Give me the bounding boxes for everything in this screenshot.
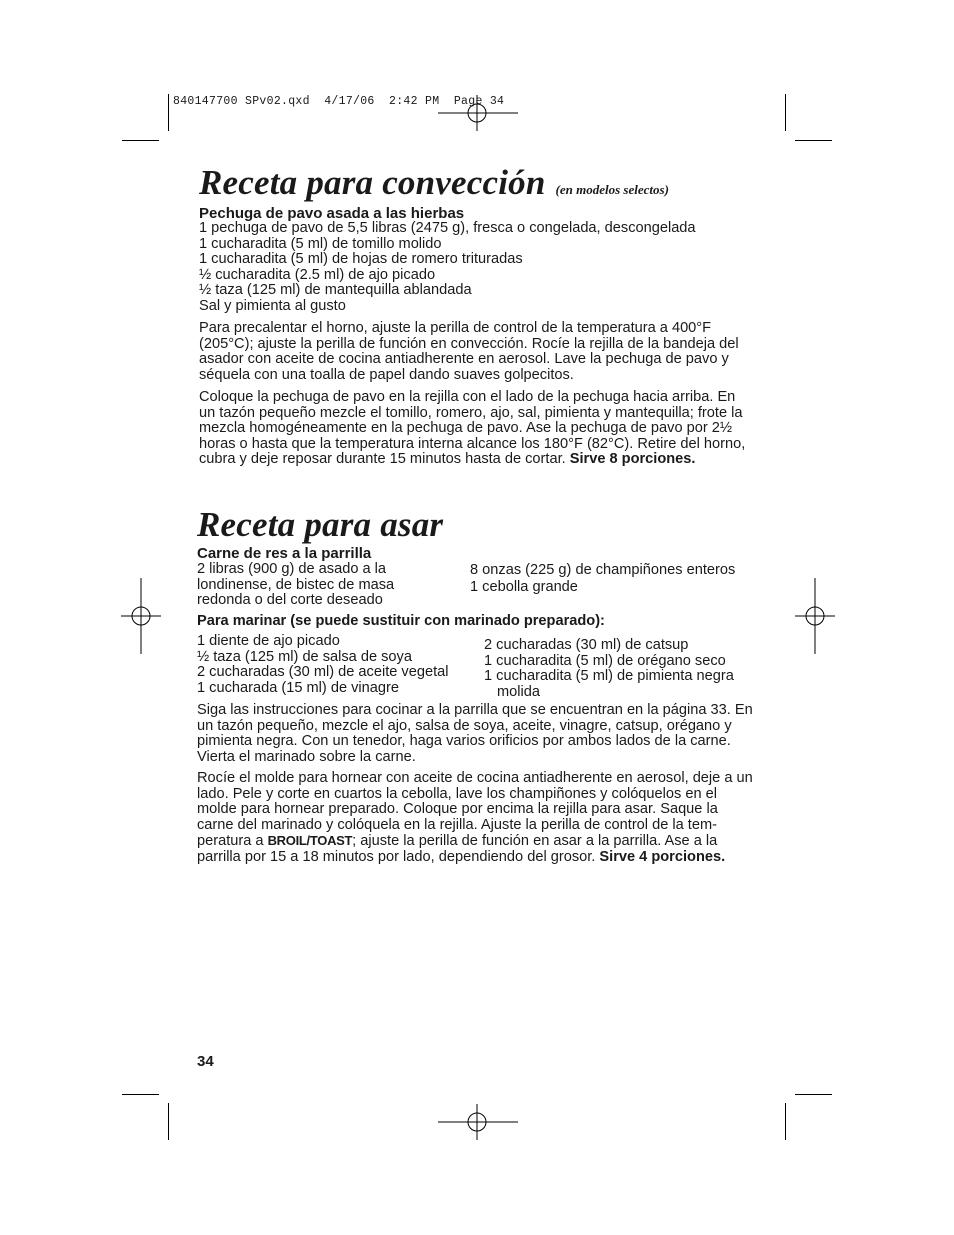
marinade-heading: Para marinar (se puede sustituir con marinado preparado): [197,613,605,629]
marinade-item: 2 cucharadas (30 ml) de catsup [484,637,689,653]
ingredient-item: Sal y pimienta al gusto [199,297,346,314]
registration-mark-icon [121,578,161,654]
ingredient-item: 1 cucharadita (5 ml) de tomillo molido [199,235,442,252]
ingredient-item: 1 cucharadita (5 ml) de hojas de romero trituradas [199,251,523,268]
instructions-text: Rocíe el molde para hornear con aceite de cocina antiadherente en aerosol, deje a un lado. Pele y corte en cuartos la cebolla, lave los champiñones y colóquelos en el molde para hornear preparado. Coloque por encima la rejilla para asar. Saque la carne del marinado y colóquela en la rejilla. Ajuste la perilla de control de la temperatura a [197,770,753,850]
grill-ingredient-list-left [197,562,394,609]
convection-title [199,163,669,203]
marinade-item: 2 cucharadas (30 ml) de aceite vegetal [197,664,449,681]
crop-mark [785,1103,786,1140]
crop-mark [168,1103,169,1140]
ingredient-item: redonda o del corte deseado [197,592,383,609]
marinade-list-left [197,634,448,696]
grill-ingredient-list-right [470,562,735,596]
registration-mark-icon [795,578,835,654]
marinade-list-right [484,638,734,700]
ingredient-item: 1 cebolla grande [470,579,578,595]
servings-text: Sirve 8 porciones. [569,451,696,468]
ingredient-item: ½ taza (125 ml) de mantequilla ablandada [199,282,472,299]
ingredient-item: londinense, de bistec de masa [197,576,395,593]
page-number: 34 [197,1053,214,1070]
broil-toast-setting: BROIL/TOAST [267,833,353,849]
convection-ingredient-list [199,221,696,315]
ingredient-item: 8 onzas (225 g) de champiñones enteros [470,562,736,578]
convection-instructions-2 [199,390,755,468]
registration-mark-icon [438,1104,518,1140]
marinade-item: 1 cucharada (15 ml) de vinagre [197,679,399,696]
crop-mark [122,1094,159,1095]
crop-mark [795,140,832,141]
grill-title: Receta para asar [197,505,444,544]
marinade-item: ½ taza (125 ml) de salsa de soya [197,648,412,665]
convection-instructions-1: Para precalentar el horno, ajuste la perilla de control de la temperatura a 400°F (205°C); ajuste la perilla de función en convección. Rocíe la rejilla de la bandeja del asador con aceite de cocina antiadherente en aerosol. Lave la pechuga de pavo y séquela con una toalla de papel dando suaves golpecitos. [199,320,739,383]
ingredient-item: ½ cucharadita (2.5 ml) de ajo picado [199,266,436,283]
grill-instructions-2 [197,771,757,866]
crop-mark [168,94,169,131]
marinade-item: 1 diente de ajo picado [197,633,340,649]
marinade-item: 1 cucharadita (5 ml) de orégano seco [484,652,726,669]
crop-mark [122,140,159,141]
instructions-text: Coloque la pechuga de pavo en la rejilla con el lado de la pechuga hacia arriba. En un tazón pequeño mezcle el tomillo, romero, ajo, sal, pimienta y mantequilla; frote la mezcla homogéneamente en la pechuga de pavo. Ase la pechuga de pavo por 2½ horas o hasta que la temperatura interna alcance los 180°F (82°C). Retire del horno, cubra y deje reposar durante 15 minutos hasta de cortar. [199,389,746,468]
crop-mark [795,1094,832,1095]
grill-recipe-name: Carne de res a la parrilla [197,545,372,562]
crop-mark [785,94,786,131]
grill-instructions-1: Siga las instrucciones para cocinar a la parrilla que se encuentran en la página 33. En un tazón pequeño, mezcle el ajo, salsa de soya, aceite, vinagre, catsup, orégano y pimienta negra. Con un tenedor, haga varios orificios por ambos lados de la carne. Vierta el marinado sobre la carne. [197,702,753,765]
convection-subtitle: (en modelos selectos) [555,182,669,197]
marinade-item: molida [497,683,540,700]
instructions-text: ; ajuste la perilla de función en asar a la parrilla. Ase a la parrilla por 15 a 18 minutos por lado, dependiendo del grosor. [197,833,718,865]
ingredient-item: 2 libras (900 g) de asado a la [197,561,387,577]
convection-title-text: Receta para convección [199,163,546,202]
ingredient-item: 1 pechuga de pavo de 5,5 libras (2475 g), fresca o congelada, descongelada [199,220,696,236]
convection-recipe-name: Pechuga de pavo asada a las hierbas [199,205,465,222]
marinade-item: 1 cucharadita (5 ml) de pimienta negra [484,668,734,685]
servings-text: Sirve 4 porciones. [599,848,726,865]
print-slug: 840147700 SPv02.qxd 4/17/06 2:42 PM Page 34 [173,95,505,108]
